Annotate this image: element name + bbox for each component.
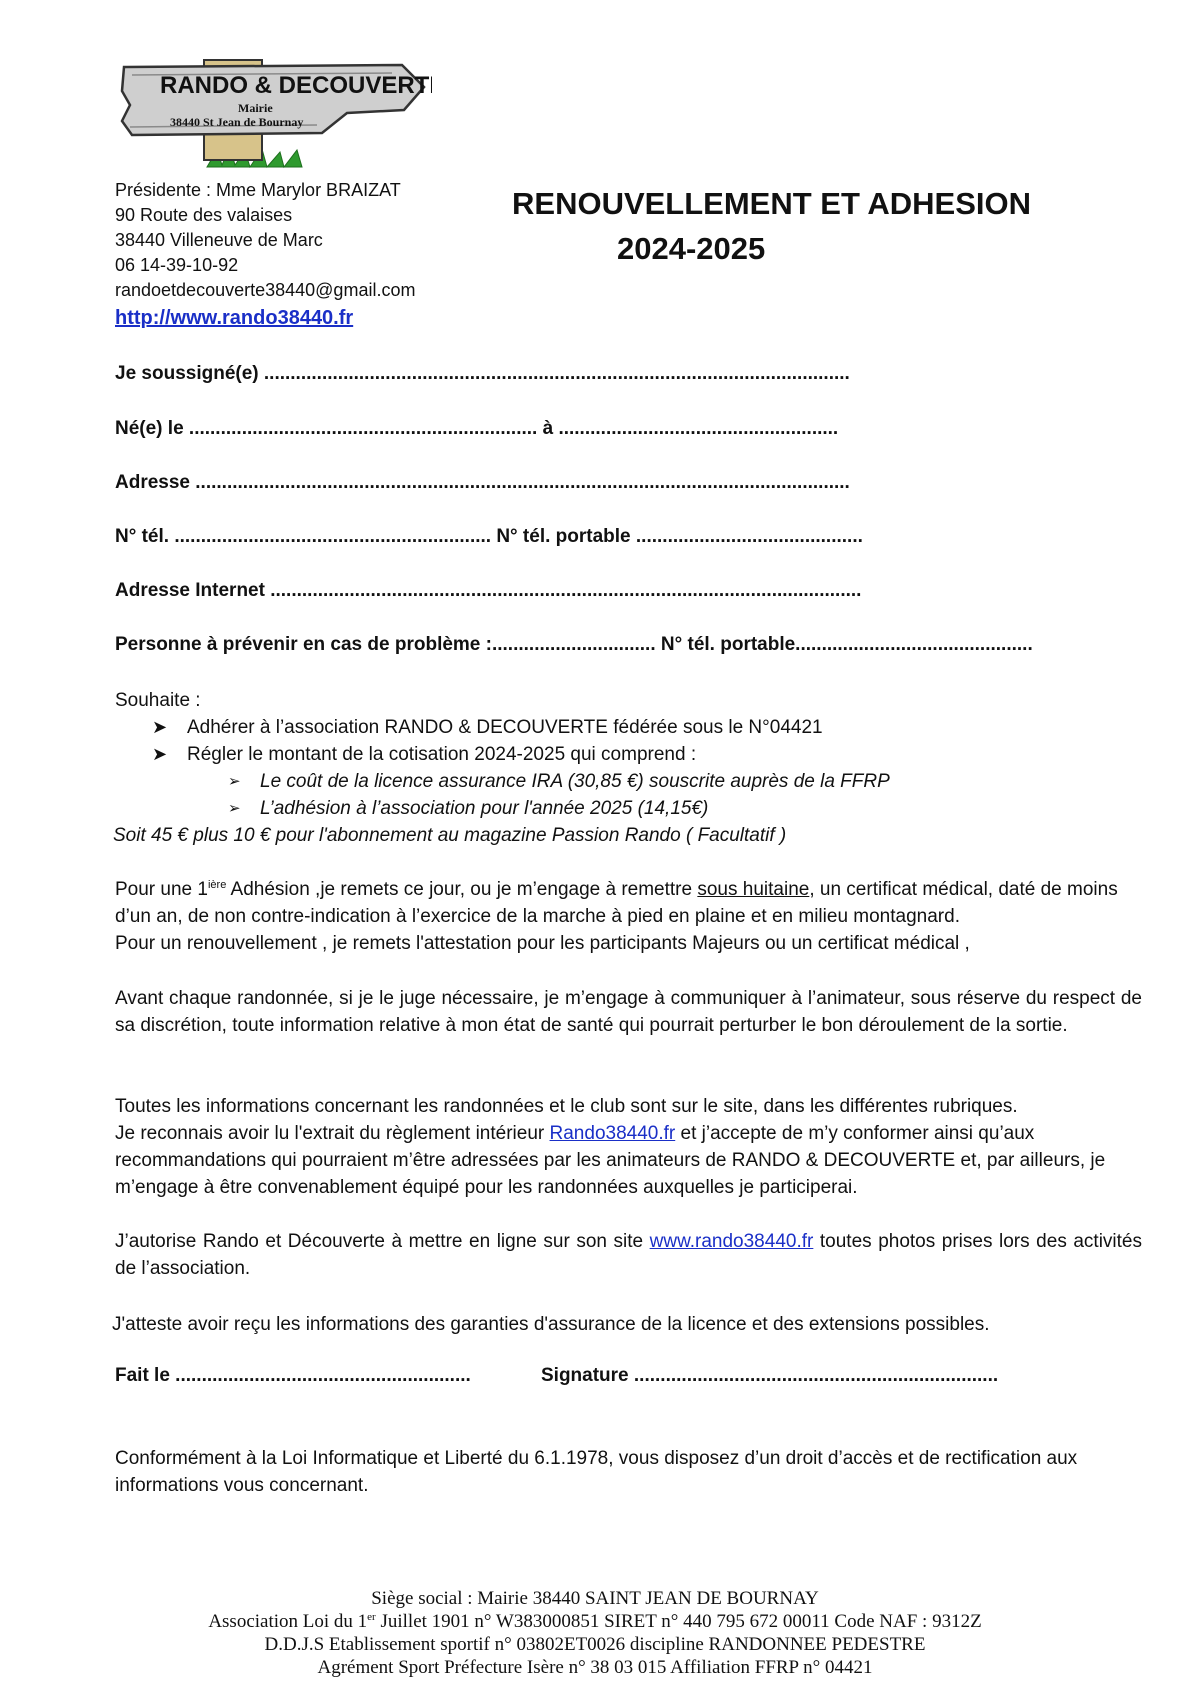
superscript: er xyxy=(367,1611,376,1623)
rules-paragraph xyxy=(115,1093,1142,1201)
item-text: Le coût de la licence assurance IRA (30,85 €) souscrite auprès de la FFRP xyxy=(260,771,890,792)
logo-address: 38440 St Jean de Bournay xyxy=(170,115,304,129)
text-span: et j’accepte de m’y conformer ainsi qu’aux recommandations qui pourraient m’être adressées par les animateurs de RANDO & DECOUVERTE et, par ailleurs, je m’engage à être convenablement équipé pour les randonnées auxquelles je participerai. xyxy=(115,1123,1106,1198)
footer-line-3: D.D.J.S Etablissement sportif n° 03802ET0026 discipline RANDONNEE PEDESTRE xyxy=(264,1634,926,1655)
field-emergency-contact[interactable]: Personne à prévenir en cas de problème :............................... N° tél. portable............................................. xyxy=(115,634,1033,655)
cotisation-total: Soit 45 € plus 10 € pour l'abonnement au magazine Passion Rando ( Facultatif ) xyxy=(113,825,787,846)
text-span: J’autorise Rando et Découverte à mettre en ligne sur son site xyxy=(115,1231,650,1252)
item-text: Adhérer à l’association RANDO & DECOUVERTE fédérée sous le N°04421 xyxy=(187,717,823,738)
superscript: ière xyxy=(207,879,227,891)
footer-line-4: Agrément Sport Préfecture Isère n° 38 03 015 Affiliation FFRP n° 04421 xyxy=(317,1657,873,1678)
logo-name: RANDO & DECOUVERTE xyxy=(160,72,432,99)
text-span: , un certificat médical, daté de moins d’un an, de non contre-indication à l’exercice de la marche à pied en plaine et en milieu montagnard. xyxy=(115,879,1118,927)
medical-certificate-paragraph xyxy=(115,876,1142,957)
list-item xyxy=(152,741,1142,768)
rules-link[interactable]: Rando38440.fr xyxy=(549,1123,676,1144)
text-span: Adhésion ,je remets ce jour, ou je m’engage à remettre xyxy=(226,879,698,900)
photo-consent-paragraph xyxy=(115,1228,1142,1282)
souhaite-intro: Souhaite : xyxy=(115,690,201,711)
title-line-1: RENOUVELLEMENT ET ADHESION xyxy=(512,186,1031,221)
field-soussigne[interactable]: Je soussigné(e) ............................................................................................................... xyxy=(115,363,850,384)
text-span: Pour une 1 xyxy=(115,879,208,900)
insurance-paragraph: J'atteste avoir reçu les informations des garanties d'assurance de la licence et des extensions possibles. xyxy=(112,1314,990,1335)
street-line: 90 Route des valaises xyxy=(115,205,293,225)
privacy-paragraph: Conformément à la Loi Informatique et Liberté du 6.1.1978, vous disposez d’un droit d’accès et de rectification aux informations vous concernant. xyxy=(115,1448,1078,1496)
cotisation-list xyxy=(115,768,1142,822)
health-paragraph: Avant chaque randonnée, si je le juge nécessaire, je m’engage à communiquer à l’animateur, sous réserve du respect de sa discrétion, toute information relative à mon état de santé qui pourrait perturber le bon déroulement de la sortie. xyxy=(115,988,1142,1036)
text-span: toutes photos prises lors des activités de l’association. xyxy=(115,1231,1142,1279)
title-year: 2024-2025 xyxy=(617,231,766,266)
list-item xyxy=(152,714,1142,741)
field-birth[interactable]: Né(e) le .................................................................. à ..................................................... xyxy=(115,418,839,439)
arrow-bullet-icon: ➢ xyxy=(228,773,241,790)
info-line: Toutes les informations concernant les randonnées et le club sont sur le site, dans les différentes rubriques. xyxy=(115,1096,1018,1117)
underlined-text: sous huitaine xyxy=(697,879,810,900)
website-link[interactable]: http://www.rando38440.fr xyxy=(115,307,354,329)
date-field[interactable]: Fait le ........................................................ xyxy=(115,1365,471,1386)
field-phone[interactable]: N° tél. ............................................................ N° tél. portable ........................................... xyxy=(115,526,863,547)
arrow-bullet-icon: ➢ xyxy=(228,800,241,817)
item-text: L’adhésion à l’association pour l'année 2025 (14,15€) xyxy=(260,798,709,819)
email-line: randoetdecouverte38440@gmail.com xyxy=(115,280,416,300)
logo-mairie: Mairie xyxy=(238,101,273,115)
renewal-line: Pour un renouvellement , je remets l'attestation pour les participants Majeurs ou un certificat médical , xyxy=(115,933,970,954)
site-link[interactable]: www.rando38440.fr xyxy=(649,1231,814,1252)
field-address[interactable]: Adresse ............................................................................................................................ xyxy=(115,472,850,493)
souhaite-list xyxy=(115,714,1142,768)
club-logo xyxy=(112,55,432,170)
text-span: Juillet 1901 n° W383000851 SIRET n° 440 795 672 00011 Code NAF : 9312Z xyxy=(375,1611,982,1632)
list-item xyxy=(228,768,1142,795)
phone-line: 06 14-39-10-92 xyxy=(115,255,239,275)
contact-block xyxy=(115,178,415,331)
footer xyxy=(0,1587,1190,1679)
text-span: Je reconnais avoir lu l'extrait du règlement intérieur xyxy=(115,1123,550,1144)
president-line: Présidente : Mme Marylor BRAIZAT xyxy=(115,180,401,200)
list-item xyxy=(228,795,1142,822)
field-internet[interactable]: Adresse Internet ................................................................................................................ xyxy=(115,580,862,601)
item-text: Régler le montant de la cotisation 2024-2025 qui comprend : xyxy=(187,744,697,765)
text-span: Association Loi du 1 xyxy=(208,1611,368,1632)
souhaite-section xyxy=(115,687,1142,849)
arrow-bullet-icon: ➤ xyxy=(152,717,168,737)
arrow-bullet-icon: ➤ xyxy=(152,744,168,764)
footer-line-2 xyxy=(0,1610,1190,1633)
footer-line-1: Siège social : Mairie 38440 SAINT JEAN DE BOURNAY xyxy=(371,1588,819,1609)
page-title xyxy=(512,181,1031,271)
city-line: 38440 Villeneuve de Marc xyxy=(115,230,323,250)
signature-field[interactable]: Signature ..................................................................... xyxy=(541,1365,999,1386)
